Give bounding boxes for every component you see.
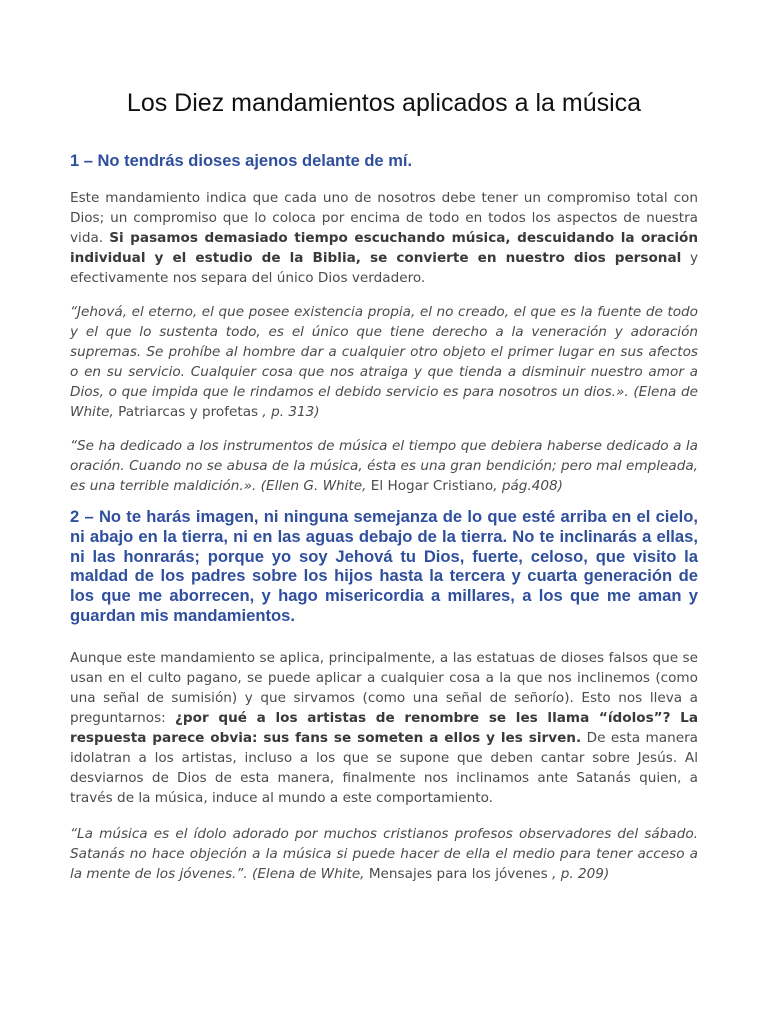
quote-book-title: Mensajes para los jóvenes: [368, 865, 548, 882]
commandment-1-paragraph: [70, 188, 698, 288]
page-title: Los Diez mandamientos aplicados a la música: [126, 89, 642, 117]
quote-reference: , pág.408): [493, 478, 563, 494]
quote-patriarcas: [70, 302, 698, 422]
paragraph-bold-text: ¿por qué a los artistas de renombre se les llama “ídolos”? La respuesta parece obvia: sus fans se someten a ellos y les sirven.: [70, 709, 698, 746]
quote-mensajes-jovenes: [70, 824, 698, 884]
quote-text: “Se ha dedicado a los instrumentos de música el tiempo que debiera haberse dedicado a la oración. Cuando no se abusa de la música, ésta es una gran bendición; pero mal empleada, es una terrible maldición.». (Ellen G. White,: [70, 438, 698, 494]
commandment-2-paragraph: [70, 648, 698, 808]
quote-book-title: El Hogar Cristiano: [370, 478, 494, 494]
quote-text: “Jehová, el eterno, el que posee existencia propia, el no creado, el que es la fuente de todo y el que lo sustenta todo, es el único que tiene derecho a la veneración y adoración supremas. Se prohíbe al hombre dar a cualquier otro objeto el primer lugar en sus afectos o en su servicio. Cualquier cosa que nos atraiga y que tienda a disminuir nuestro amor a Dios, o que impida que le rindamos el debido servicio es para nosotros un dios.». (Elena de White,: [70, 304, 698, 420]
commandment-1-heading: 1 – No tendrás dioses ajenos delante de mí.: [70, 152, 413, 170]
paragraph-text: De esta manera idolatran a los artistas, incluso a los que se supone que deben cantar sobre Jesús. Al desviarnos de Dios de esta manera, finalmente nos inclinamos ante Satanás quien, a través de la música, induce al mundo a este comportamiento.: [70, 729, 698, 806]
paragraph-text: Aunque este mandamiento se aplica, principalmente, a las estatuas de dioses falsos que se usan en el culto pagano, se puede aplicar a cualquier cosa a la que nos inclinemos (como una señal de sumisión) y que sirvamos (como una señal de señorío). Esto nos lleva a preguntarnos:: [70, 649, 698, 726]
quote-hogar-cristiano: [70, 436, 698, 496]
paragraph-bold-text: Si pasamos demasiado tiempo escuchando música, descuidando la oración individual y el estudio de la Biblia, se convierte en nuestro dios personal: [70, 230, 698, 266]
quote-book-title: Patriarcas y profetas: [118, 404, 259, 420]
quote-text: “La música es el ídolo adorado por muchos cristianos profesos observadores del sábado. Satanás no hace objeción a la música si puede hacer de ella el medio para tener acceso a la mente de los jóvenes.”. (Elena de White,: [70, 825, 698, 882]
quote-reference: , p. 209): [547, 865, 610, 882]
paragraph-text: Este mandamiento indica que cada uno de nosotros debe tener un compromiso total con Dios; un compromiso que lo coloca por encima de todo en todos los aspectos de nuestra vida.: [70, 190, 698, 246]
paragraph-text: y efectivamente nos separa del único Dios verdadero.: [70, 250, 698, 286]
quote-reference: , p. 313): [258, 404, 320, 420]
document-page: [70, 86, 698, 884]
commandment-2-heading: 2 – No te harás imagen, ni ninguna semejanza de lo que esté arriba en el cielo, ni abajo en la tierra, ni en las aguas debajo de la tierra. No te inclinarás a ellas, ni las honrarás; porque yo soy Jehová tu Dios, fuerte, celoso, que visito la maldad de los padres sobre los hijos hasta la tercera y cuarta generación de los que me aborrecen, y hago misericordia a millares, a los que me aman y guardan mis mandamientos.: [70, 507, 698, 625]
